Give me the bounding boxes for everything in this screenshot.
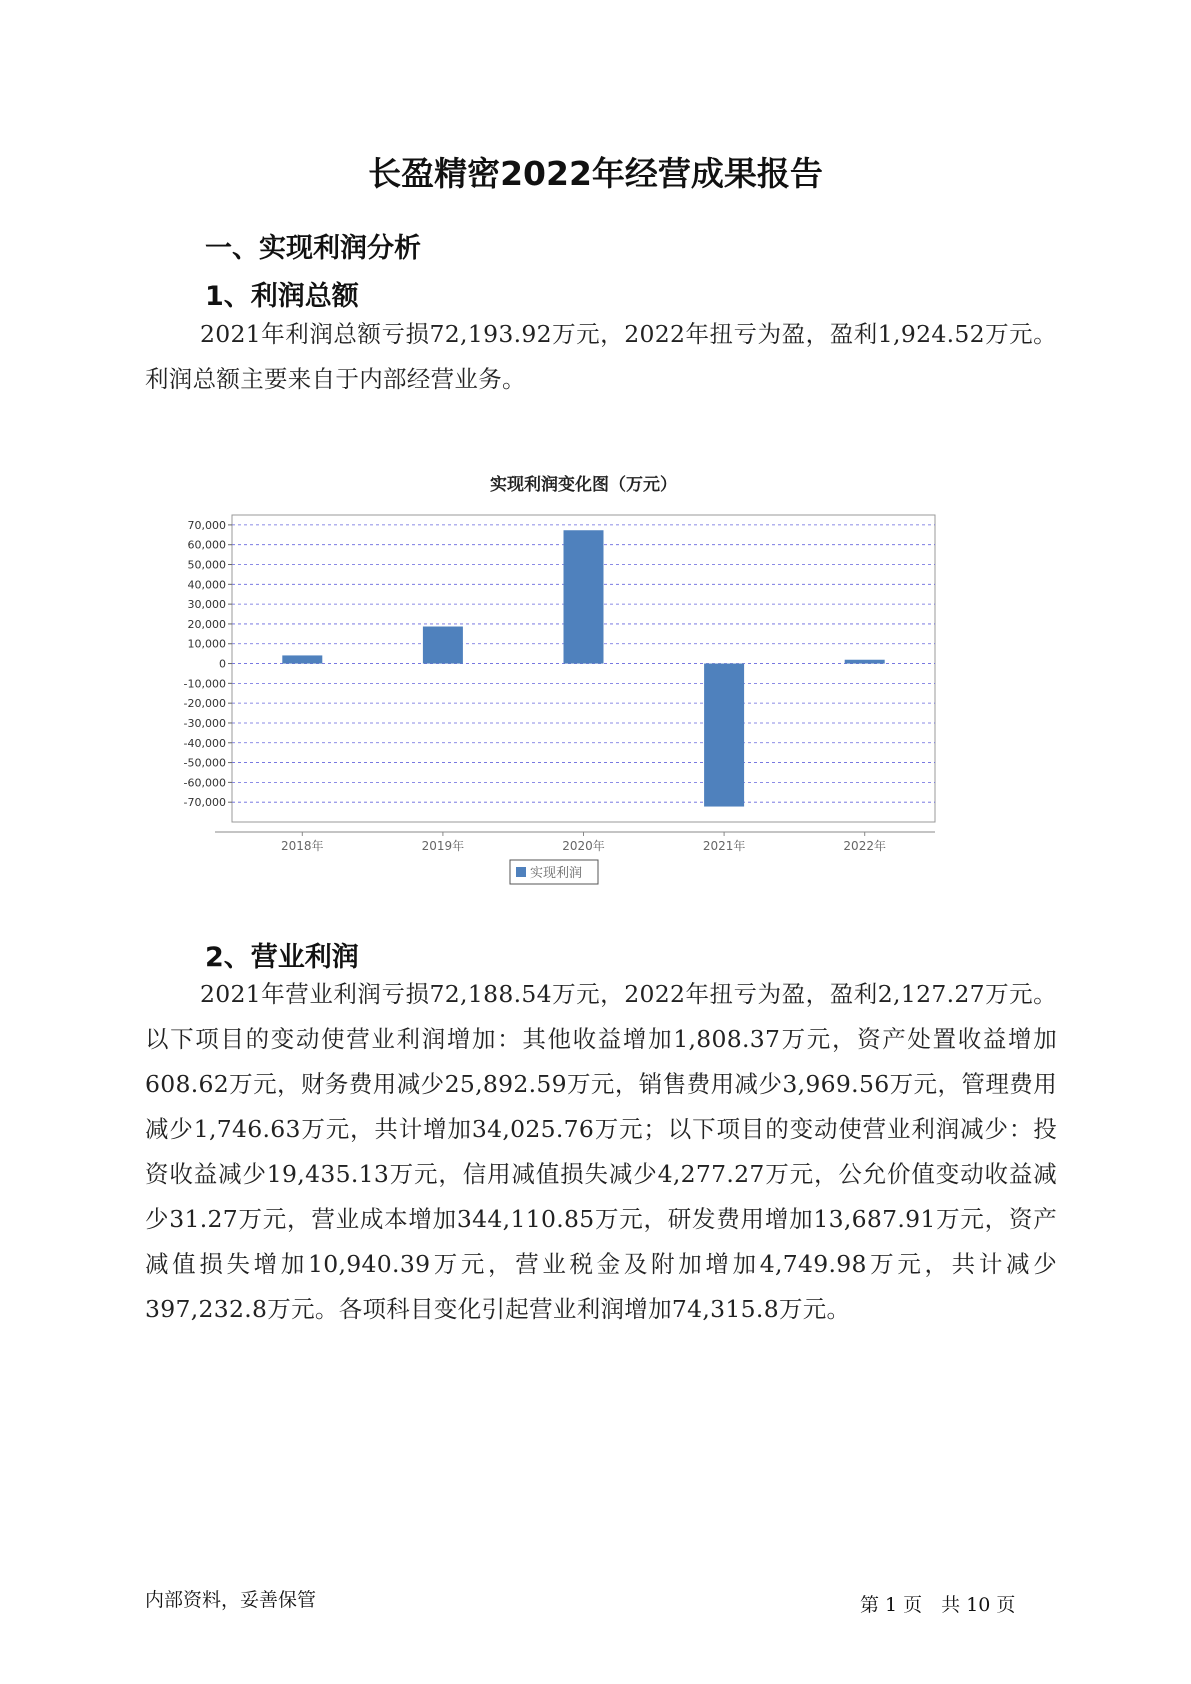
profit-bar-chart-svg [150, 450, 1030, 910]
y-tick-label: 10,000 [187, 637, 226, 651]
bar-2020年 [564, 530, 604, 663]
x-tick-label: 2019年 [421, 839, 465, 853]
y-tick-label: -70,000 [183, 796, 226, 810]
bar-2022年 [845, 660, 885, 664]
footer-page-number: 第 1 页 共 10 页 [860, 1594, 1016, 1616]
report-title: 长盈精密2022年经营成果报告 [368, 154, 823, 193]
chart-title: 实现利润变化图（万元） [490, 475, 677, 495]
x-tick-label: 2021年 [702, 839, 746, 853]
subheading-operating-profit: 2、营业利润 [205, 942, 359, 973]
profit-chart [150, 450, 1030, 910]
bar-2018年 [282, 655, 322, 663]
y-tick-label: -20,000 [183, 697, 226, 711]
bar-2021年 [704, 664, 744, 807]
y-tick-label: 60,000 [187, 538, 226, 552]
x-tick-label: 2020年 [562, 839, 605, 853]
y-tick-label: 70,000 [187, 518, 226, 532]
section-heading-profit-analysis: 一、实现利润分析 [205, 233, 421, 264]
x-tick-label: 2022年 [843, 839, 886, 853]
paragraph-operating-profit: 2021年营业利润亏损72,188.54万元，2022年扭亏为盈，盈利2,127.27万元。以下项目的变动使营业利润增加：其他收益增加1,808.37万元，资产处置收益增加608.62万元，财务费用减少25,892.59万元，销售费用减少3,969.56万元，管理费用减少1,746.63万元，共计增加34,025.76万元；以下项目的变动使营业利润减少：投资收益减少19,435.13万元，信用减值损失减少4,277.27万元，公允价值变动收益减少31.27万元，营业成本增加344,110.85万元，研发费用增加13,687.91万元，资产减值损失增加10,940.39万元，营业税金及附加增加4,749.98万元，共计减少397,232.8万元。各项科目变化引起营业利润增加74,315.8万元。 [145, 980, 1057, 1323]
y-tick-label: -10,000 [183, 677, 226, 691]
y-tick-label: -60,000 [183, 776, 226, 790]
y-tick-label: 0 [219, 657, 226, 671]
x-tick-label: 2018年 [281, 839, 324, 853]
y-tick-label: 20,000 [187, 617, 226, 631]
bar-2019年 [423, 627, 463, 664]
y-tick-label: -30,000 [183, 716, 226, 730]
y-tick-label: -40,000 [183, 736, 226, 750]
legend-label: 实现利润 [530, 866, 583, 881]
y-tick-label: -50,000 [183, 756, 226, 770]
y-tick-label: 50,000 [187, 558, 226, 572]
paragraph-total-profit: 2021年利润总额亏损72,193.92万元，2022年扭亏为盈，盈利1,924.52万元。利润总额主要来自于内部经营业务。 [145, 320, 1057, 393]
legend-swatch [516, 867, 526, 877]
footer-confidential-note: 内部资料，妥善保管 [145, 1589, 317, 1611]
subheading-total-profit: 1、利润总额 [205, 281, 359, 312]
y-tick-label: 30,000 [187, 598, 226, 612]
y-tick-label: 40,000 [187, 578, 226, 592]
